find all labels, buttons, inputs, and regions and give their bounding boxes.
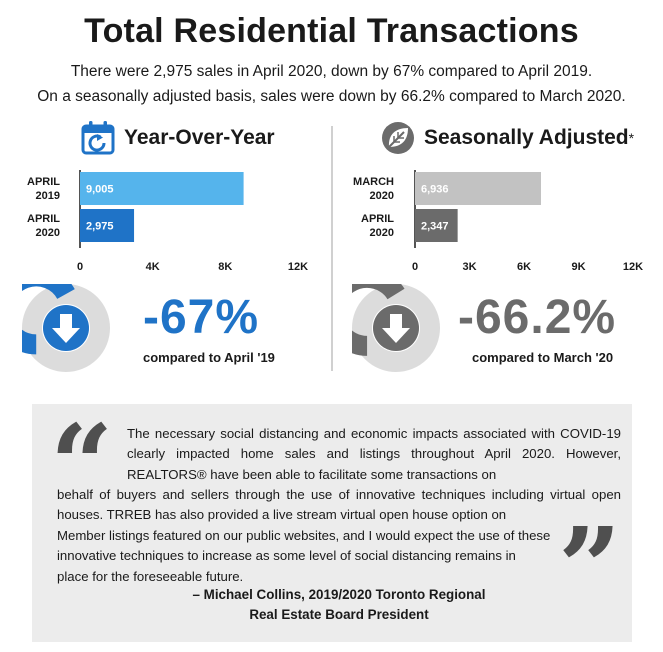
sa-bar-chart-svg [0,0,663,300]
sa-heading-label: Seasonally Adjusted [424,126,629,149]
sa-x-tick-1: 3K [462,261,477,273]
yoy-donut [22,284,110,372]
quote-text-part-1: The necessary social distancing and economic impacts associated with COVID-19 clearly impacted home sales and listings throughout April 2020. However, REALTORS® have been able to facilitate some transactions on [127,426,621,482]
sa-bar-value-0: 6,936 [421,183,449,196]
sa-percent-change: -66.2% [458,291,617,344]
sa-bar-value-1: 2,347 [421,220,449,233]
page-title: Total Residential Transactions [84,12,579,50]
open-quote-icon: “ [50,400,114,529]
sa-x-tick-3: 9K [571,261,586,273]
yoy-x-tick-3: 12K [287,261,309,273]
yoy-x-tick-2: 8K [218,261,233,273]
yoy-heading-label: Year-Over-Year [124,126,275,149]
subtitle-seasonal: On a seasonally adjusted basis, sales were down by 66.2% compared to March 2020. [37,88,626,105]
yoy-x-tick-0: 0 [76,261,84,273]
sa-category-label-0: MARCH 2020 [353,176,394,202]
sa-compare-text: compared to March '20 [472,350,614,365]
quote-text-part-3: Member listings featured on our public websites, and I would expect the use of these innovative techniques to increase as some level of social distancing remains in place for the foreseeable future. [57,528,551,584]
yoy-percent-change: -67% [143,291,260,344]
close-quote-icon: ” [558,503,622,632]
yoy-bar-value-0: 9,005 [86,183,114,196]
sa-x-tick-2: 6K [516,261,532,273]
yoy-category-label-1: APRIL 2020 [27,213,60,239]
yoy-category-label-0: APRIL 2019 [27,176,60,202]
quote-attribution-name: – Michael Collins, 2019/2020 Toronto Regional [192,587,486,602]
yoy-bar-value-1: 2,975 [86,220,114,233]
sa-category-label-1: APRIL 2020 [361,213,394,239]
sa-x-tick-0: 0 [411,261,419,273]
sa-donut [352,284,440,372]
sa-bar-chart [0,0,663,305]
sa-heading-asterisk: * [628,130,635,146]
sa-x-tick-4: 12K [622,261,644,273]
quote-attribution-title: Real Estate Board President [249,607,429,622]
subtitle-sales: There were 2,975 sales in April 2020, down by 67% compared to April 2019. [70,63,593,80]
yoy-compare-text: compared to April '19 [143,350,275,365]
yoy-x-tick-1: 4K [145,261,160,273]
quote-text-part-2: behalf of buyers and sellers through the use of innovative techniques including virtual open houses. TRREB has also provided a live stream virtual open house option on [57,487,621,523]
